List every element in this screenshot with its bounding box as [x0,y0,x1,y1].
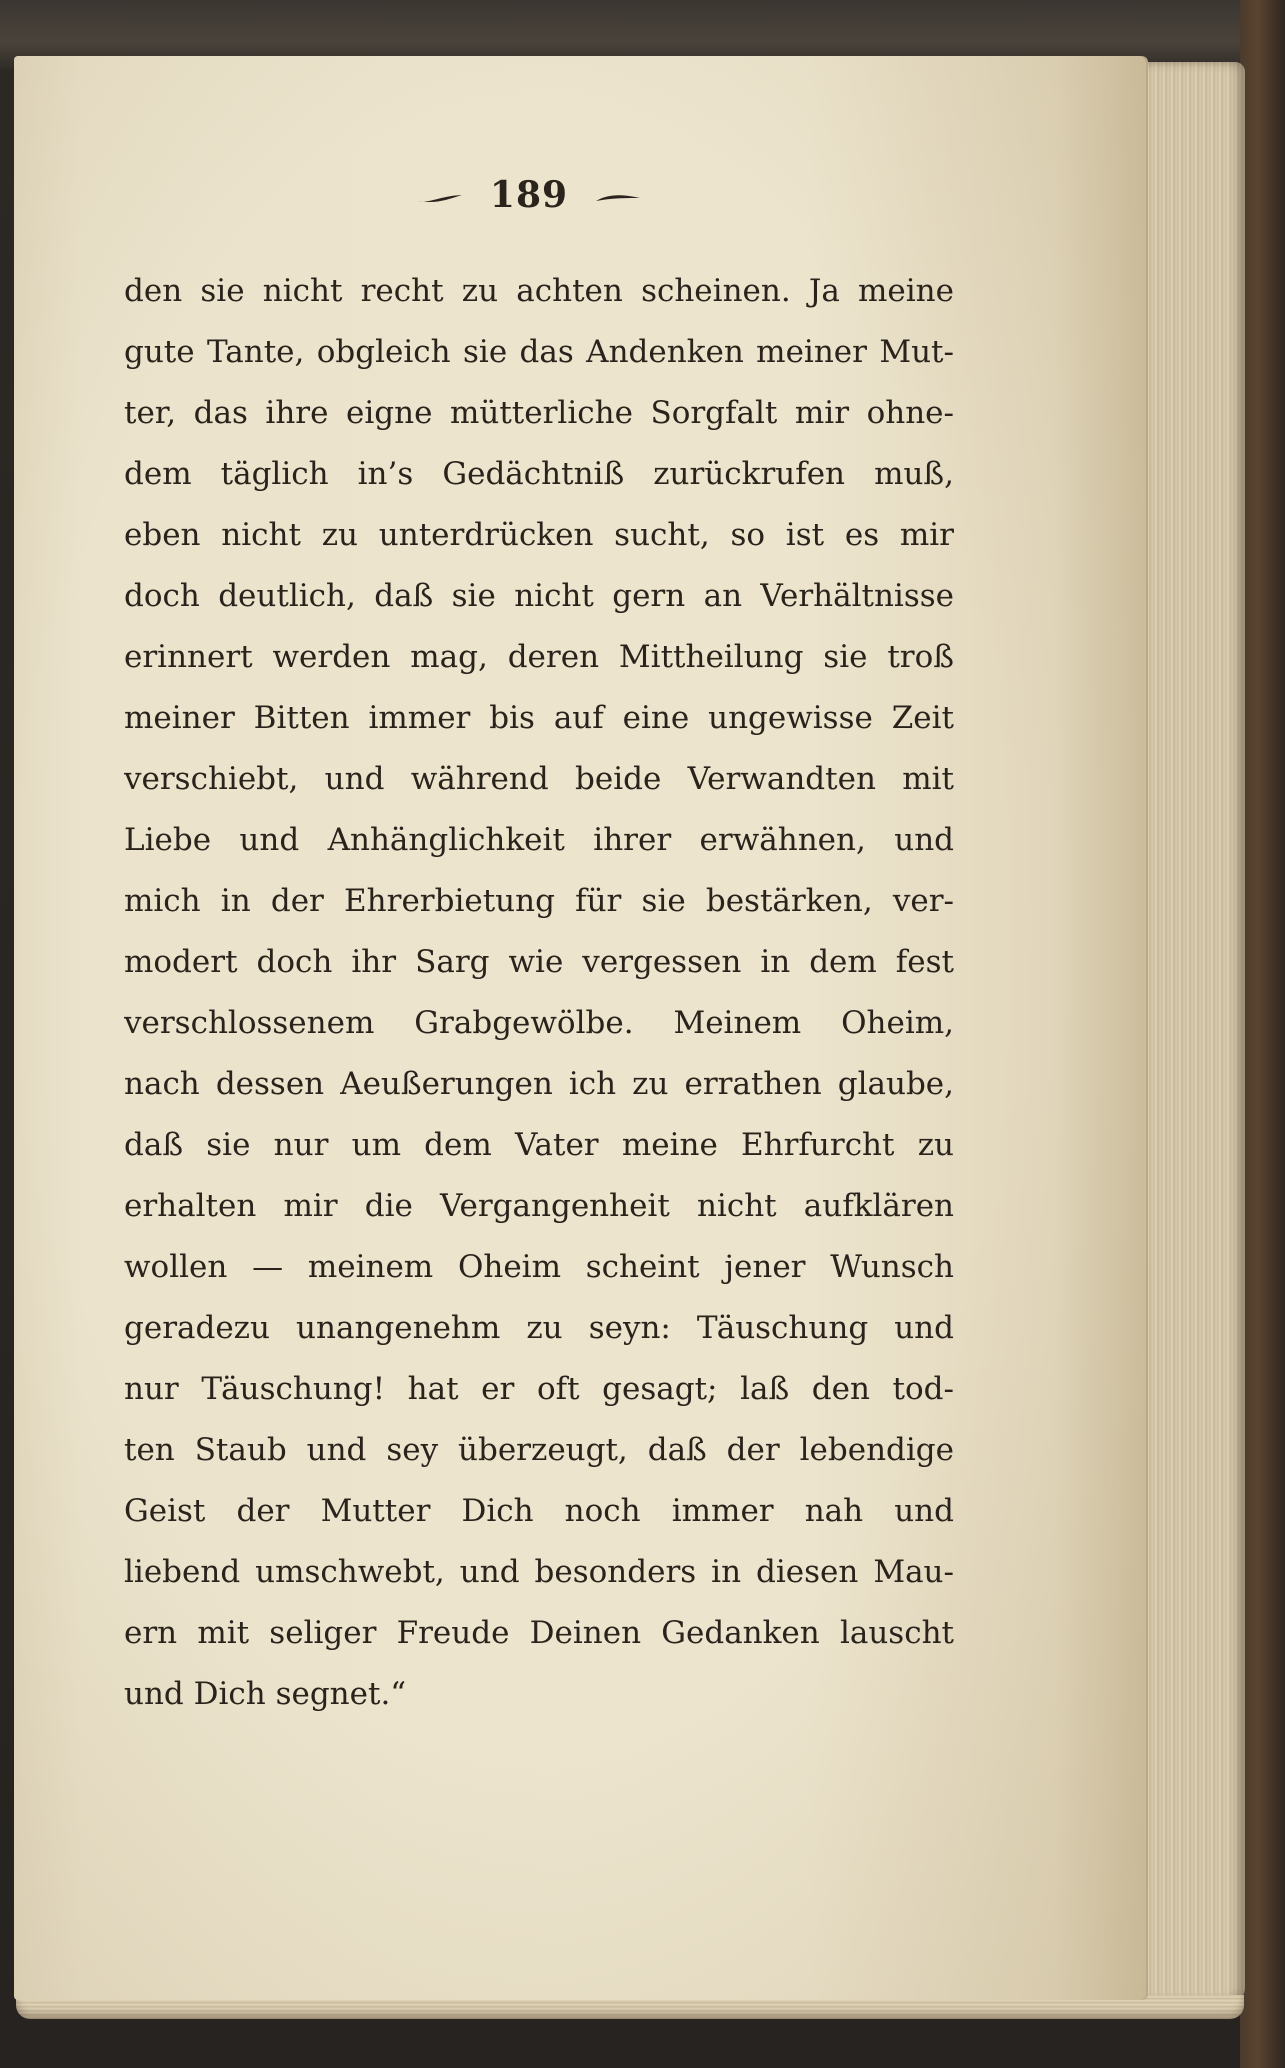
text-line: den sie nicht recht zu achten scheinen. Ja meine [124,273,954,309]
text-line: verschiebt, und während beide Verwandten mit [124,761,954,797]
text-line: ern mit seliger Freude Deinen Gedanken lauscht [124,1615,954,1651]
text-line: doch deutlich, daß sie nicht gern an Verhältnisse [124,578,954,614]
text-line: Geist der Mutter Dich noch immer nah und [124,1493,954,1529]
page-header [14,174,1044,216]
text-line: meiner Bitten immer bis auf eine ungewisse Zeit [124,700,954,736]
text-line: gute Tante, obgleich sie das Andenken meiner Mut- [124,334,954,370]
text-line: geradezu unangenehm zu seyn: Täuschung und [124,1310,954,1346]
text-line: nach dessen Aeußerungen ich zu errathen glaube, [124,1066,954,1102]
text-line-last: und Dich segnet.“ [124,1676,407,1712]
right-flourish-icon [594,192,642,204]
book-page [14,56,1146,2000]
text-line: modert doch ihr Sarg wie vergessen in dem fest [124,944,954,980]
text-line: wollen — meinem Oheim scheint jener Wunsch [124,1249,954,1285]
text-line: erhalten mir die Vergangenheit nicht aufklären [124,1188,954,1224]
text-line: ten Staub und sey überzeugt, daß der lebendige [124,1432,954,1468]
text-line: eben nicht zu unterdrücken sucht, so ist es mir [124,517,954,553]
text-line: erinnert werden mag, deren Mittheilung sie troß [124,639,954,675]
text-line: verschlossenem Grabgewölbe. Meinem Oheim, [124,1005,954,1041]
book-cover-spine-edge [1240,0,1285,2068]
text-line: liebend umschwebt, und besonders in diesen Mau- [124,1554,954,1590]
page-number: 189 [489,174,569,216]
text-line: nur Täuschung! hat er oft gesagt; laß den tod- [124,1371,954,1407]
text-line: ter, das ihre eigne mütterliche Sorgfalt mir ohne- [124,395,954,431]
text-line: Liebe und Anhänglichkeit ihrer erwähnen, und [124,822,954,858]
left-flourish-icon [416,192,464,204]
text-line: mich in der Ehrerbietung für sie bestärken, ver- [124,883,954,919]
body-text [124,261,954,1725]
text-line: daß sie nur um dem Vater meine Ehrfurcht zu [124,1127,954,1163]
text-line: dem täglich in’s Gedächtniß zurückrufen muß, [124,456,954,492]
